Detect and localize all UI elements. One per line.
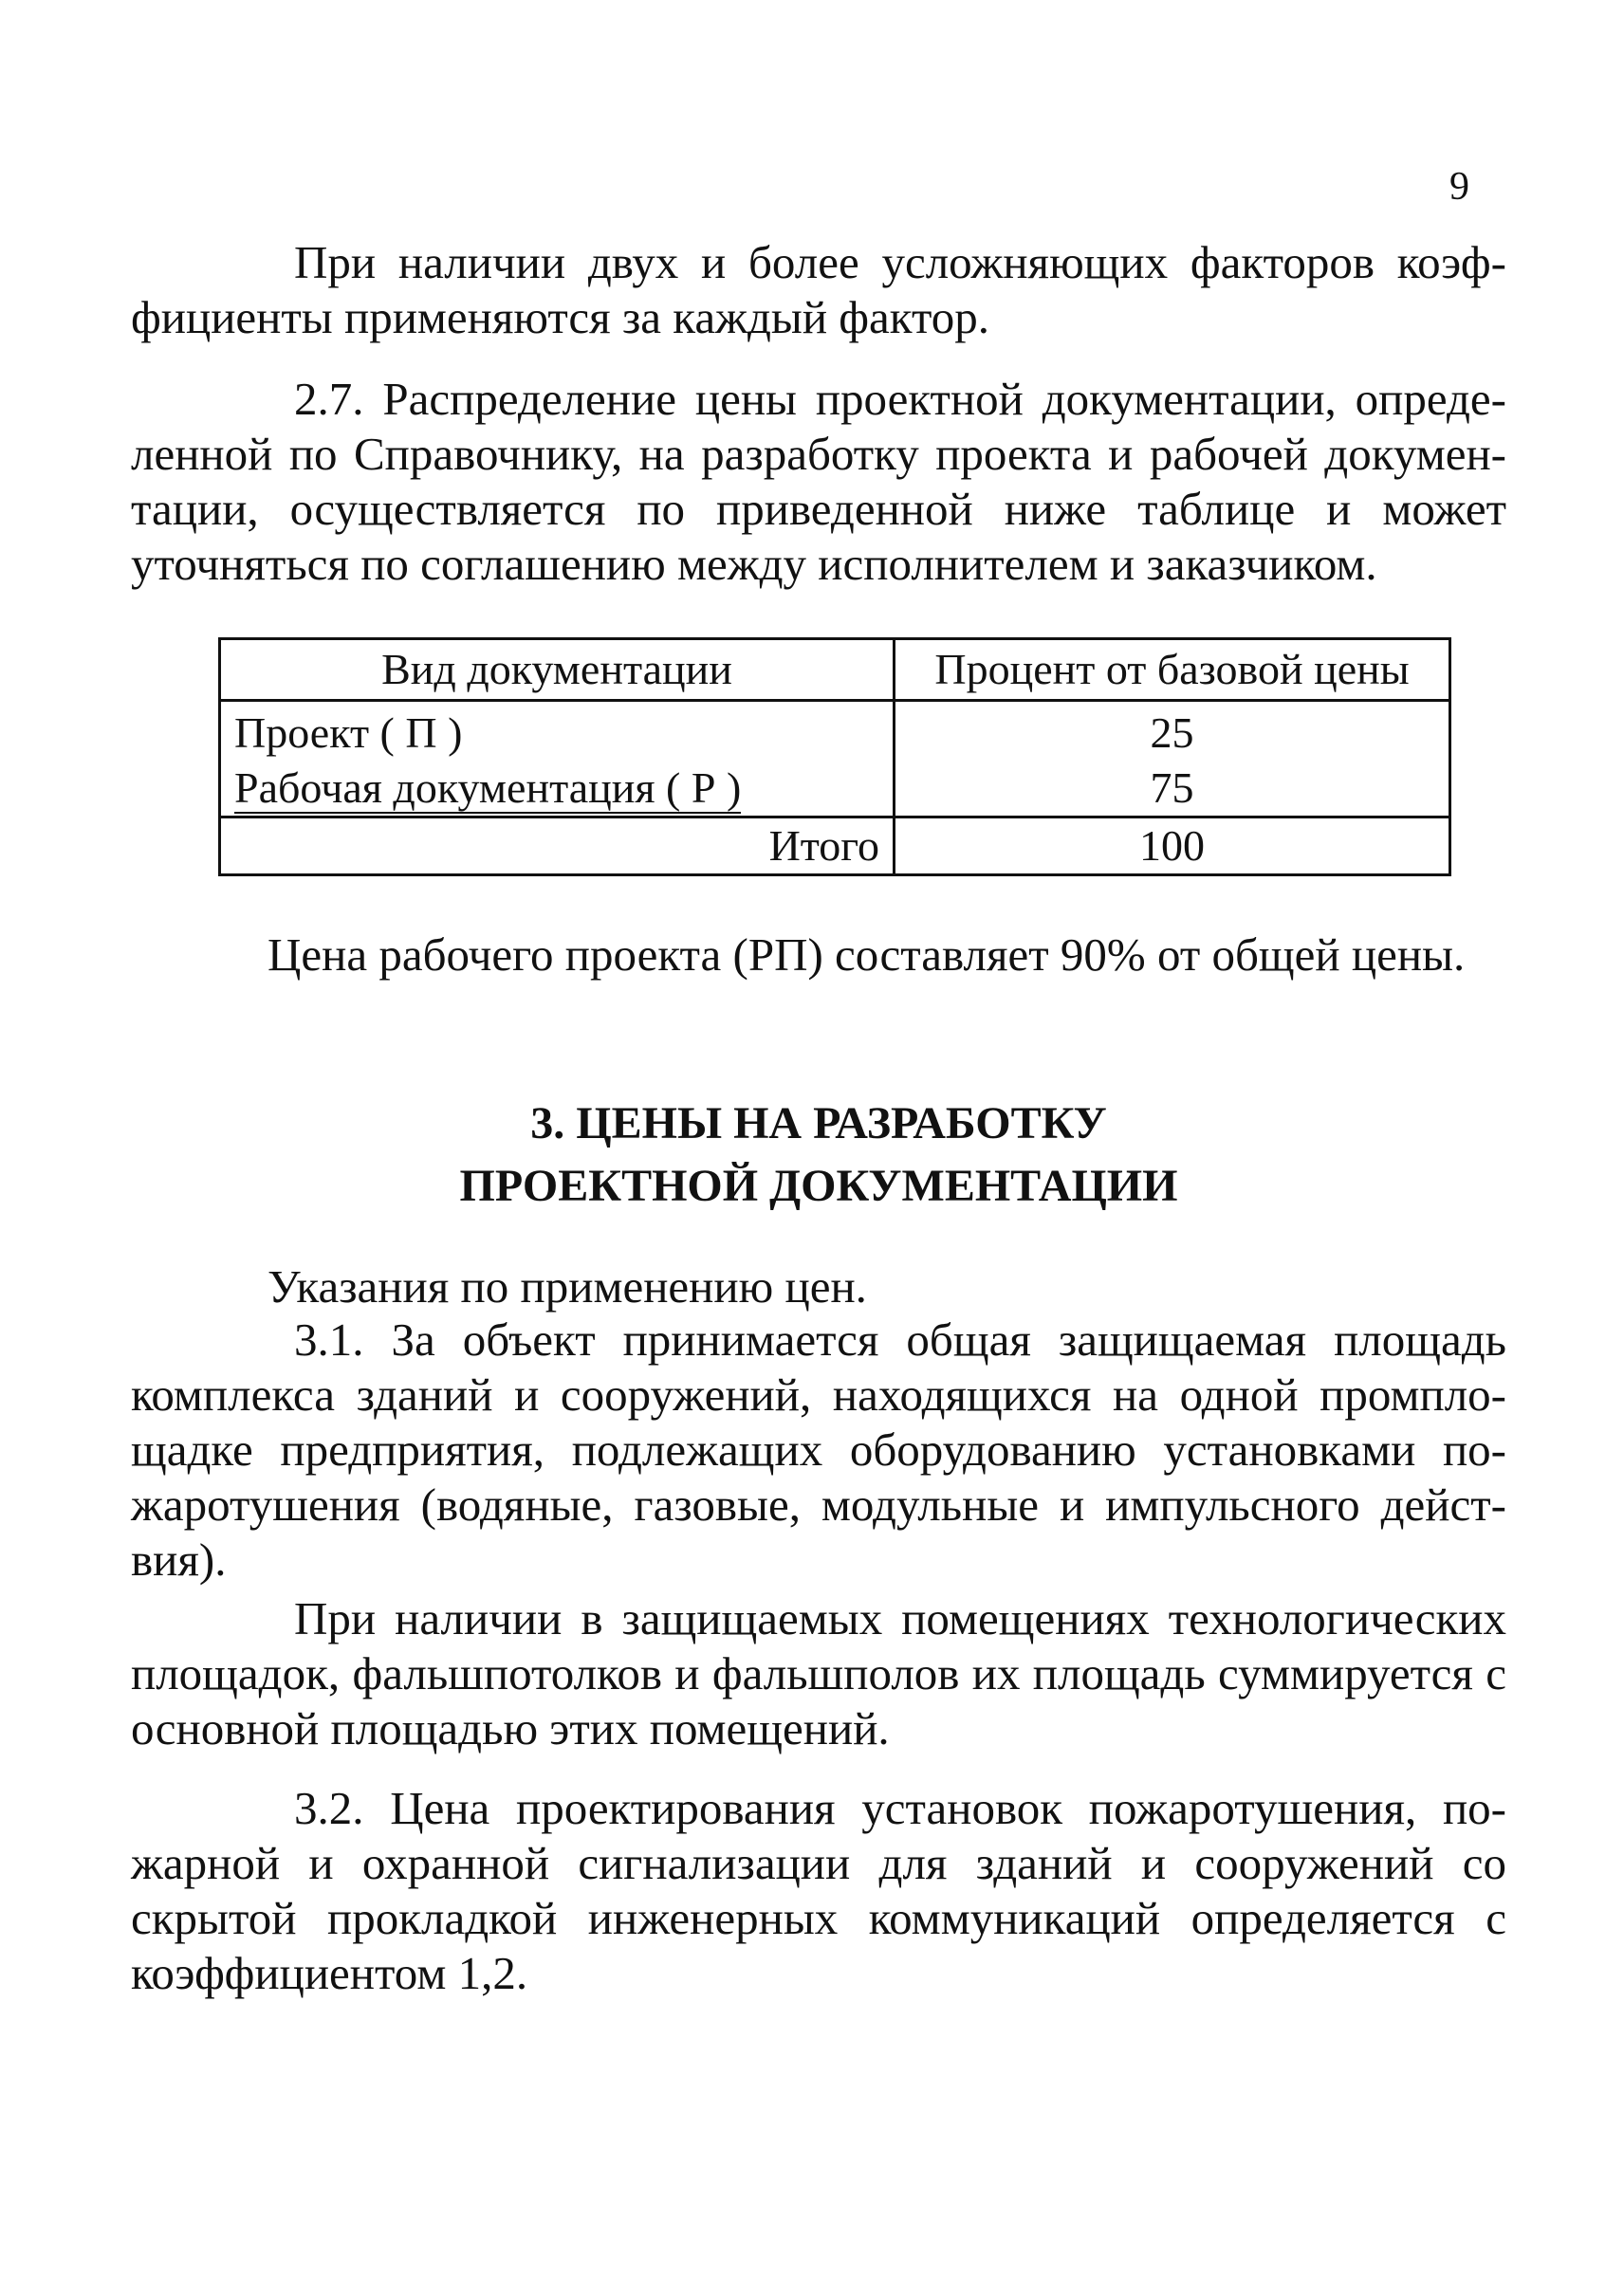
column-header-percent: Процент от базовой цены xyxy=(895,639,1450,701)
paragraph-false-ceilings: При наличии в защищаемых помещениях технологических площадок, фальшпотолков и фальшполов их площадь суммируется с основной площадью этих помещений. xyxy=(131,1592,1506,1754)
application-instructions-heading: Указания по применению цен. xyxy=(268,1260,867,1313)
section-heading xyxy=(131,1093,1506,1218)
table-header-row xyxy=(220,639,1450,701)
table-row xyxy=(220,701,1450,762)
paragraph-complicating-factors: При наличии двух и более усложняющих факторов коэффициенты применяются за каждый фактор. xyxy=(131,236,1506,343)
page-number: 9 xyxy=(1449,165,1469,209)
working-project-price-note: Цена рабочего проекта (РП) составляет 90% от общей цены. xyxy=(268,928,1466,981)
paragraph-3-2: 3.2. Цена проектирования установок пожаротушения, пожарной и охранной сигнализации для зданий и сооружений со скрытой прокладкой инженерных коммуникаций определяется с коэффициентом 1,2. xyxy=(131,1782,1506,1999)
table-total-row xyxy=(220,817,1450,875)
section-heading-line-2: ПРОЕКТНОЙ ДОКУМЕНТАЦИИ xyxy=(459,1161,1178,1211)
section-heading-line-1: 3. ЦЕНЫ НА РАЗРАБОТКУ xyxy=(530,1098,1107,1148)
total-value: 100 xyxy=(895,817,1450,875)
total-label: Итого xyxy=(220,817,895,875)
row-percent: 25 xyxy=(895,701,1450,762)
row-doc-type xyxy=(220,761,895,817)
row-doc-type-text: Рабочая документация ( Р ) xyxy=(234,763,742,812)
paragraph-2-7: 2.7. Распределение цены проектной документации, определенной по Справочнику, на разработку проекта и рабочей документации, осуществляется по приведенной ниже таблице и может уточняться по соглашению между исполнителем и заказчиком. xyxy=(131,373,1506,590)
table-row xyxy=(220,761,1450,817)
row-percent: 75 xyxy=(895,761,1450,817)
row-doc-type: Проект ( П ) xyxy=(220,701,895,762)
paragraph-3-1: 3.1. За объект принимается общая защищаемая площадь комплекса зданий и сооружений, находящихся на одной промплощадке предприятия, подлежащих оборудованию установками пожаротушения (водяные, газовые, модульные и импульсного действия). xyxy=(131,1313,1506,1586)
column-header-doc-type: Вид документации xyxy=(220,639,895,701)
price-distribution-table xyxy=(218,637,1451,876)
